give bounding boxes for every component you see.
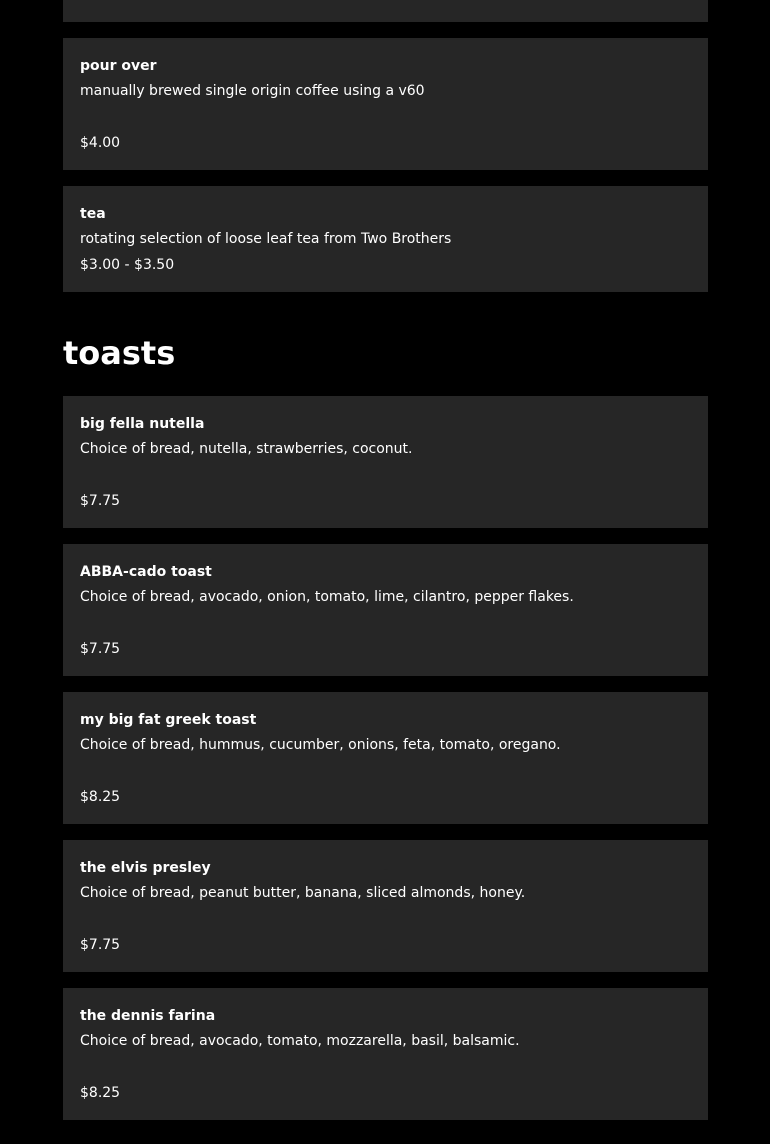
item-price: $3.00 - $3.50	[80, 257, 175, 273]
menu-item-card	[63, 988, 708, 1120]
item-description: manually brewed single origin coffee using a v60	[80, 83, 425, 99]
menu-item-card	[63, 840, 708, 972]
item-name: tea	[80, 206, 106, 222]
item-price: $7.75	[80, 493, 121, 509]
item-price: $7.75	[80, 641, 121, 657]
menu-item-card	[63, 396, 708, 528]
section-title-toasts: toasts	[63, 334, 176, 372]
item-name: the elvis presley	[80, 860, 211, 876]
item-price: $8.25	[80, 789, 121, 805]
item-name: pour over	[80, 58, 157, 74]
item-description: Choice of bread, peanut butter, banana, sliced almonds, honey.	[80, 885, 526, 901]
item-description: rotating selection of loose leaf tea from Two Brothers	[80, 231, 452, 247]
menu-item-card	[63, 38, 708, 170]
item-name: big fella nutella	[80, 416, 205, 432]
item-price: $4.00	[80, 135, 121, 151]
item-price: $7.75	[80, 937, 121, 953]
item-description: Choice of bread, hummus, cucumber, onions, feta, tomato, oregano.	[80, 737, 561, 753]
item-name: my big fat greek toast	[80, 712, 257, 728]
item-description: Choice of bread, avocado, onion, tomato, lime, cilantro, pepper flakes.	[80, 589, 574, 605]
item-name: the dennis farina	[80, 1008, 216, 1024]
menu-item-card	[63, 692, 708, 824]
item-price: $8.25	[80, 1085, 121, 1101]
item-description: Choice of bread, nutella, strawberries, coconut.	[80, 441, 413, 457]
item-description: Choice of bread, avocado, tomato, mozzarella, basil, balsamic.	[80, 1033, 520, 1049]
item-name: ABBA-cado toast	[80, 564, 212, 580]
menu-item-card	[63, 544, 708, 676]
menu-item-card	[63, 186, 708, 292]
menu-item-card-partial	[63, 0, 708, 22]
